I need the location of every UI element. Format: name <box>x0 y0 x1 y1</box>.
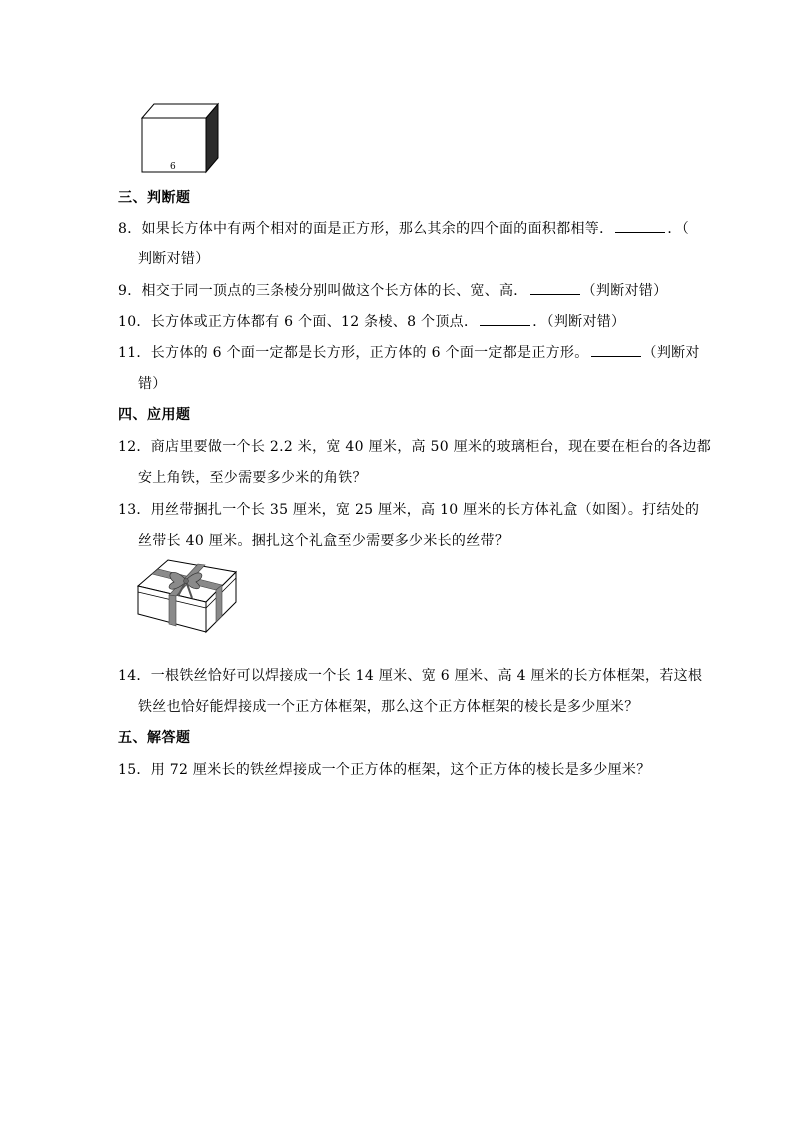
question-13-line-2: 丝带长 40 厘米。捆扎这个礼盒至少需要多少米长的丝带？ <box>138 533 510 549</box>
answer-blank-8[interactable] <box>615 220 665 233</box>
section-solve-title: 五、解答题 <box>118 730 191 746</box>
question-12-line-2: 安上角铁，至少需要多少米的角铁？ <box>138 470 367 486</box>
question-9-suffix: （判断对错） <box>581 283 668 299</box>
ribbon-side <box>216 585 222 622</box>
answer-blank-11[interactable] <box>591 344 641 357</box>
question-10 <box>118 311 625 331</box>
section-judge-title: 三、判断题 <box>118 190 191 206</box>
gift-box-figure <box>134 556 240 648</box>
question-11-suffix: （判断对 <box>642 345 700 361</box>
question-10-suffix: ．（判断对错） <box>532 314 626 330</box>
cube-top-face <box>142 104 218 118</box>
answer-blank-9[interactable] <box>530 282 580 295</box>
question-15: 15．用 72 厘米长的铁丝焊接成一个正方体的框架，这个正方体的棱长是多少厘米？ <box>118 762 651 778</box>
question-11-text: 11．长方体的 6 个面一定都是长方形，正方体的 6 个面一定都是正方形。 <box>118 345 589 361</box>
question-8-line-2: 判断对错） <box>138 251 210 267</box>
question-12-line-1: 12．商店里要做一个长 2.2 米，宽 40 厘米，高 50 厘米的玻璃柜台，现在要在柜台的各边都 <box>118 439 712 455</box>
question-11-line-1 <box>118 342 700 362</box>
answer-blank-10[interactable] <box>480 313 530 326</box>
question-14-line-2: 铁丝也恰好能焊接成一个正方体框架，那么这个正方体框架的棱长是多少厘米？ <box>138 699 639 715</box>
question-11-line-2: 错） <box>138 376 167 392</box>
cube-label: 6 <box>170 162 176 172</box>
section-apply-title: 四、应用题 <box>118 407 191 423</box>
question-13-line-1: 13．用丝带捆扎一个长 35 厘米，宽 25 厘米，高 10 厘米的长方体礼盒（如图）。打结处的 <box>118 502 700 518</box>
question-10-text: 10．长方体或正方体都有 6 个面、12 条棱、8 个顶点． <box>118 314 479 330</box>
question-9-text: 9．相交于同一顶点的三条棱分别叫做这个长方体的长、宽、高． <box>118 283 528 299</box>
ribbon-front <box>169 595 176 626</box>
cube-figure <box>138 100 222 176</box>
question-8-line-1 <box>118 218 689 238</box>
question-14-line-1: 14．一根铁丝恰好可以焊接成一个长 14 厘米、宽 6 厘米、高 4 厘米的长方体框架，若这根 <box>118 668 703 684</box>
question-8-suffix: ．（ <box>667 221 690 237</box>
question-9 <box>118 280 667 300</box>
question-8-text: 8．如果长方体中有两个相对的面是正方形，那么其余的四个面的面积都相等． <box>118 221 614 237</box>
